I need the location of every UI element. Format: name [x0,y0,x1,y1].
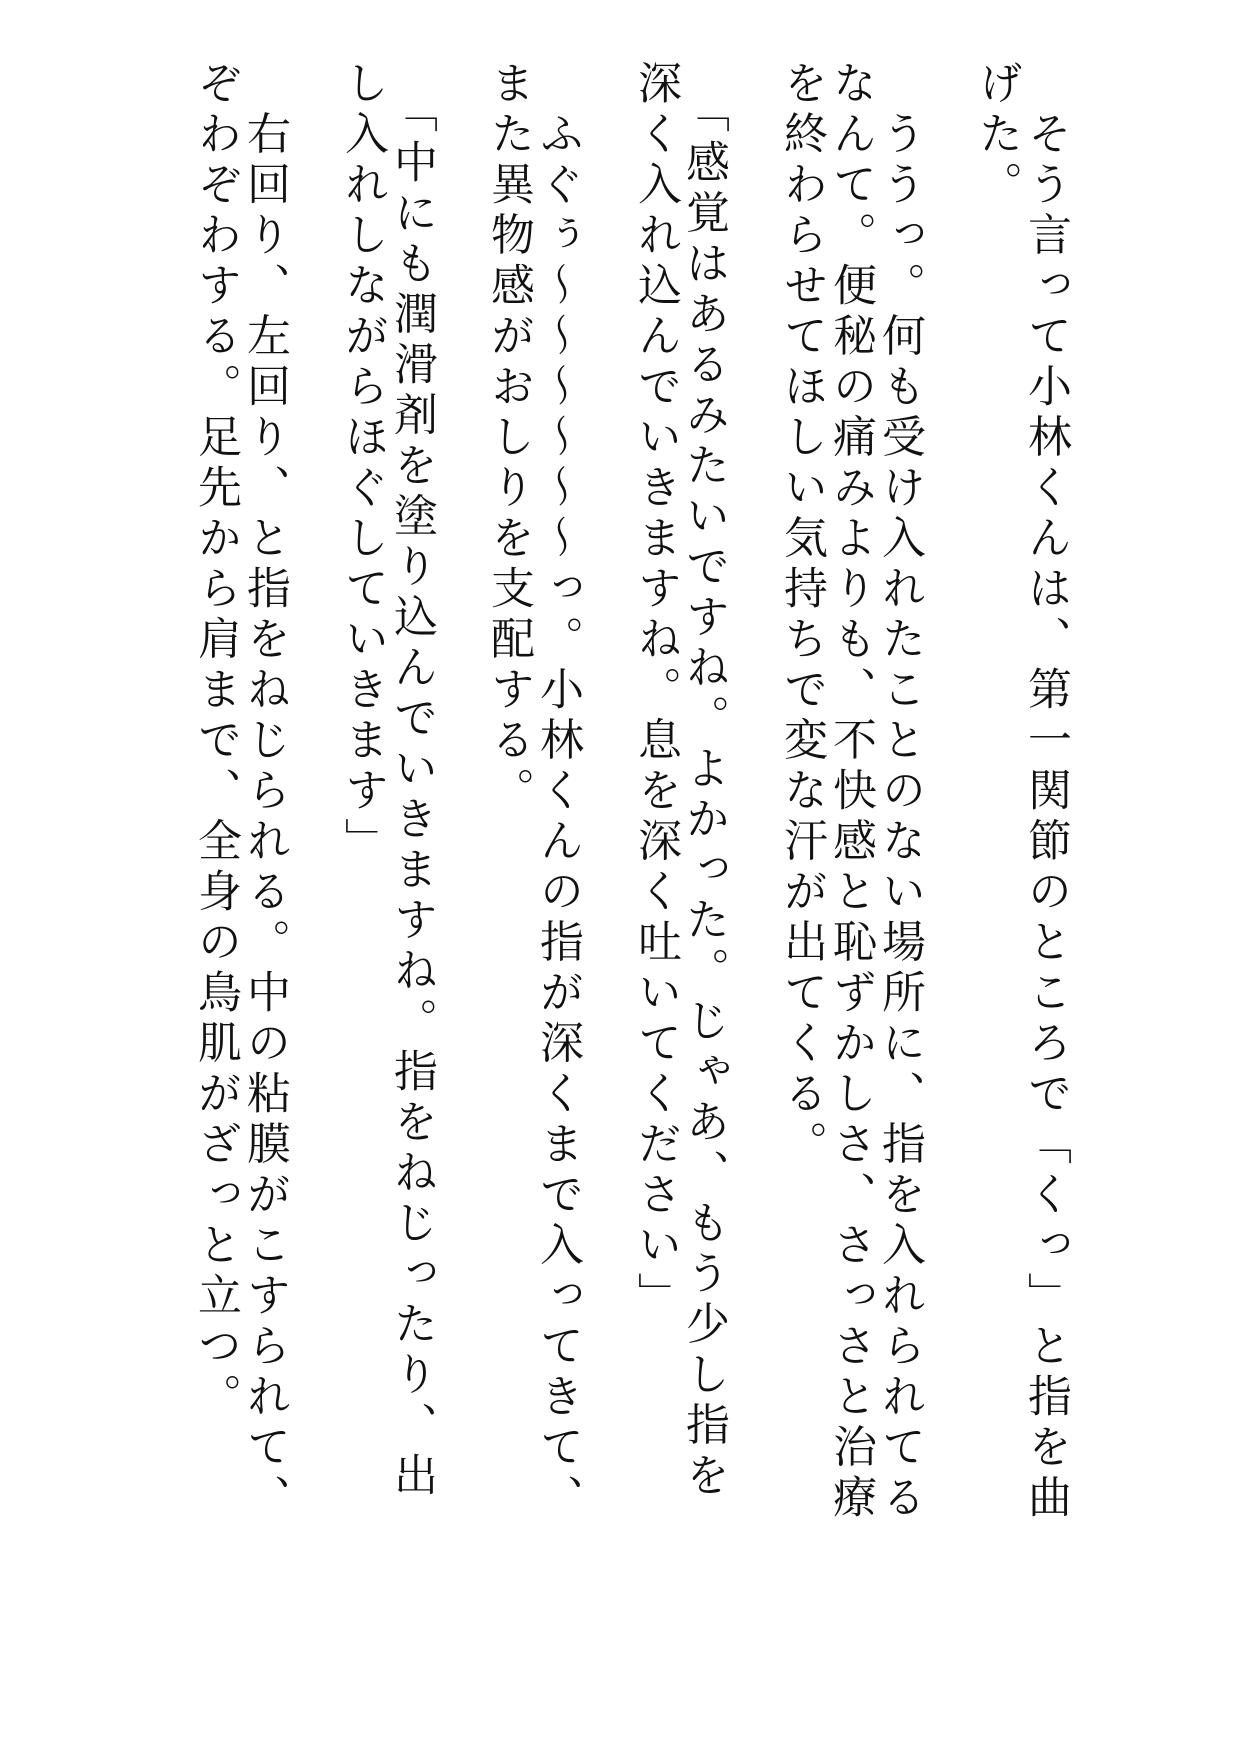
text-column: ぞわぞわする。足先から肩まで、全身の鳥肌がざっと立つ。 [190,60,241,1424]
text-column: 「中にも潤滑剤を塗り込んでいきますね。指をねじったり、出 [386,60,437,1503]
text-column: そう言って小林くんは、第一関節のところで「くっ」と指を曲 [1020,60,1071,1525]
text-column: し入れしながらほぐしていきます」 [337,60,388,868]
text-column: を終わらせてほしい気持ちで変な汗が出てくる。 [776,60,827,1171]
text-column: ううっ。何も受け入れたことのない場所に、指を入れられてる [874,60,925,1525]
text-column: なんて。便秘の痛みよりも、不快感と恥ずかしさ、さっさと治療 [825,60,876,1525]
text-column: げた。 [971,60,1022,212]
text-column: 右回り、左回り、と指をねじられる。中の粘膜がこすられて、 [239,60,290,1525]
text-column: 深く入れ込んでいきますね。息を深く吐いてください」 [630,60,681,1323]
text-column: ふぐぅ～～～～～～っ。小林くんの指が深くまで入ってきて、 [532,60,583,1525]
text-column: また異物感がおしりを支配する。 [483,60,534,818]
text-column: 「感覚はあるみたいですね。よかった。じゃあ、もう少し指を [678,60,729,1503]
